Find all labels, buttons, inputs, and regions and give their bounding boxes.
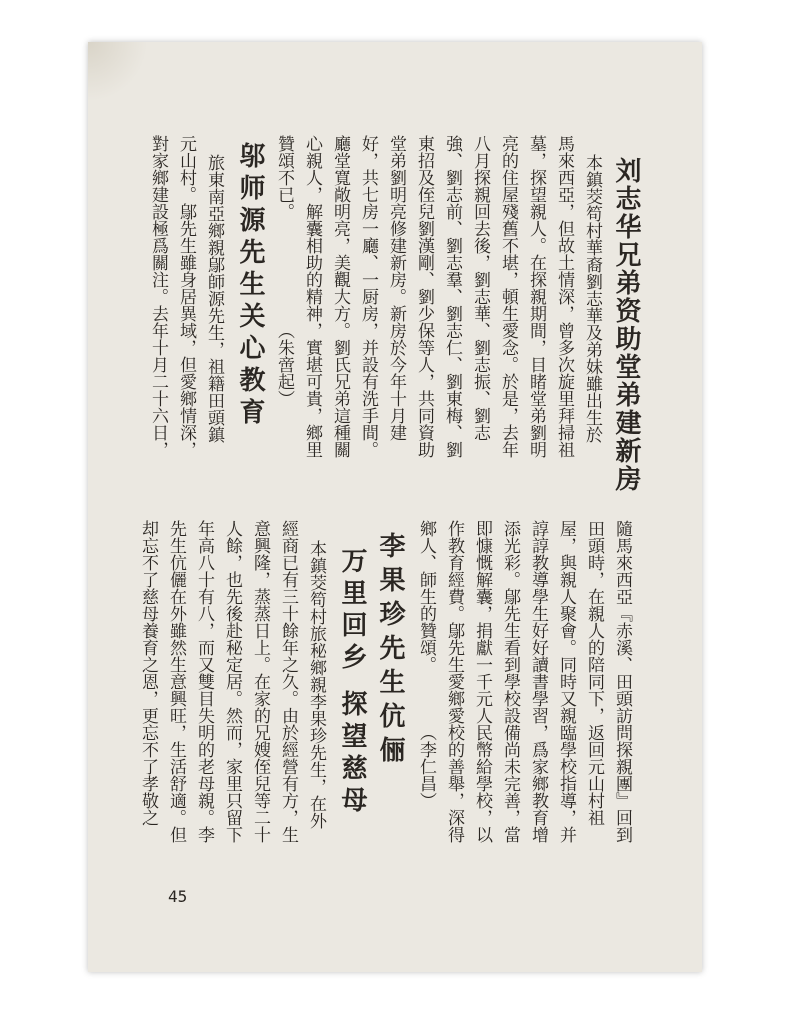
article-1-line: 本鎮茭笱村華裔劉志華及弟妹雖出生於 — [582, 154, 602, 443]
article-3-title: 李果珍先生伉俪 — [375, 532, 405, 770]
article-2-line: 對家鄉建設極爲關注。去年十月二十六日， — [148, 135, 168, 458]
article-2-line: 諄諄教導學生好好讀書學習，爲家鄉教育增 — [528, 520, 548, 843]
article-2-title: 邬师源先生关心教育 — [235, 142, 265, 430]
article-1-line: 八月探親回去後，劉志華、劉志振、劉志 — [470, 135, 490, 441]
article-1-line: 廳堂寬敞明亮，美觀大方。劉氏兄弟這種關 — [330, 135, 350, 458]
article-2-line: 作教育經費。鄔先生愛鄉愛校的善舉，深得 — [444, 520, 464, 843]
article-2-line: 添光彩。鄔先生看到學校設備尚未完善，當 — [500, 520, 520, 843]
article-2-line: 屋，與親人聚會。同時又親臨學校指導，并 — [556, 520, 576, 843]
article-2-line: 隨馬來西亞『赤溪、田頭訪問探親團』回到 — [612, 520, 632, 843]
article-3-line: 經商已有三十餘年之久。由於經營有方，生 — [278, 520, 298, 843]
article-2-line-author: 鄉人、師生的贊頌。 （李仁昌） — [416, 520, 436, 809]
article-3-subtitle: 万里回乡 探望慈母 — [337, 547, 367, 819]
article-2-line: 旅東南亞鄉親鄔師源先生，祖籍田頭鎮 — [204, 154, 224, 443]
article-3-line: 意興隆，蒸蒸日上。在家的兄嫂侄兒等二十 — [250, 520, 270, 843]
article-3-line: 人餘，也先後赴秘定居。然而，家里只留下 — [222, 520, 242, 843]
article-3-line: 却忘不了慈母養育之恩，更忘不了孝敬之 — [138, 520, 158, 826]
article-1-line: 墓，探望親人。在探親期間，目睹堂弟劉明 — [526, 135, 546, 458]
page-number: 45 — [168, 887, 188, 906]
article-1-line: 強、劉志前、劉志羣、劉志仁、劉東梅、劉 — [442, 135, 462, 458]
article-1-line: 東招及侄兒劉漢剛、劉少保等人，共同資助 — [414, 135, 434, 458]
article-1-title: 刘志华兄弟资助堂弟建新房 — [611, 157, 641, 493]
article-1-line-author: 贊頌不已。 （朱啻起） — [274, 135, 294, 407]
article-1-line: 亮的住屋殘舊不堪，頓生愛念。於是，去年 — [498, 135, 518, 458]
article-1-line: 心親人，解囊相助的精神，實堪可貴，鄉里 — [302, 135, 322, 458]
article-2-line: 即慷慨解囊，捐獻一千元人民幣給學校，以 — [472, 520, 492, 843]
article-1-line: 堂弟劉明亮修建新房。新房於今年十月建 — [386, 135, 406, 441]
article-3-line: 先生伉儷在外雖然生意興旺，生活舒適。但 — [166, 520, 186, 843]
article-3-line: 年高八十有八，而又雙目失明的老母親。李 — [194, 520, 214, 843]
article-2-line: 田頭時，在親人的陪同下，返回元山村祖 — [584, 520, 604, 826]
article-3-line: 本鎮茭笱村旅秘鄉親李果珍先生，在外 — [306, 540, 326, 829]
scanned-page — [88, 42, 702, 972]
article-2-line: 元山村。鄔先生雖身居異域，但愛鄉情深， — [176, 135, 196, 458]
article-1-line: 馬來西亞，但故土情深，曾多次旋里拜掃祖 — [554, 135, 574, 458]
article-1-line: 好，共七房一廳、一厨房，并設有洗手間。 — [358, 135, 378, 458]
